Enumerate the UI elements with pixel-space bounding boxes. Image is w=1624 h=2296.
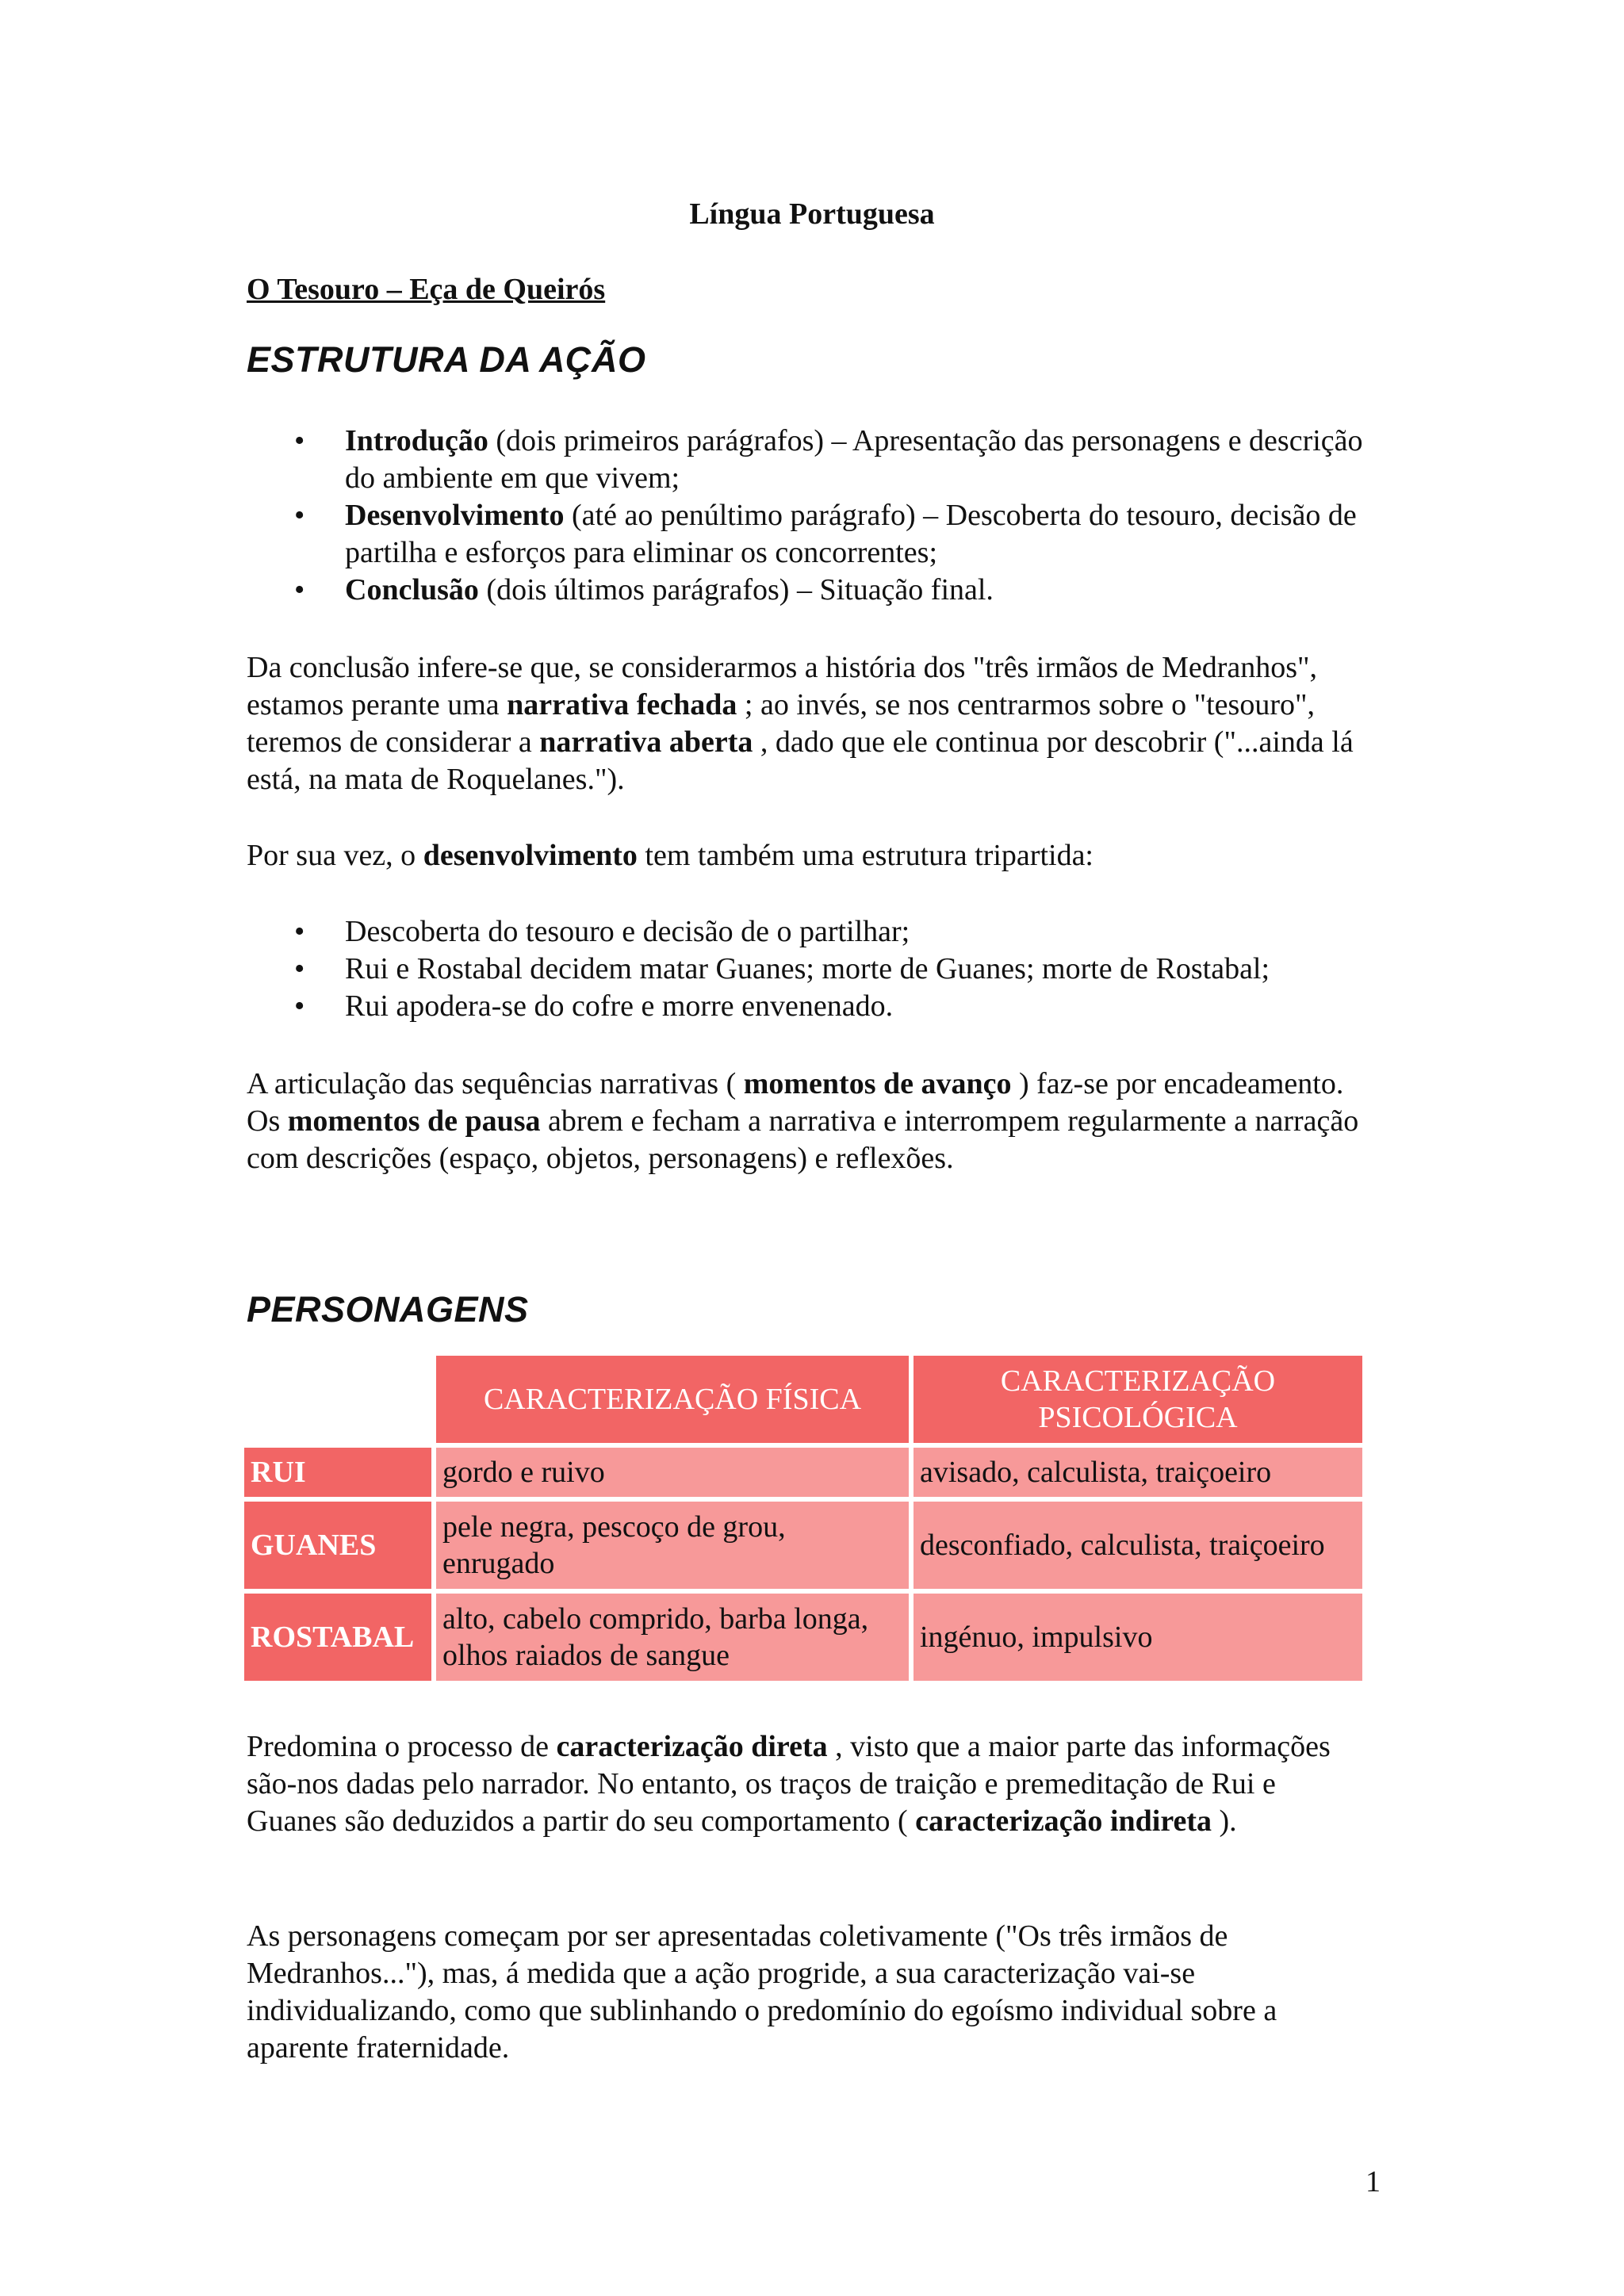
bold-run: caracterização indireta — [915, 1804, 1212, 1838]
row-name-guanes: GUANES — [244, 1502, 431, 1589]
list-item — [247, 951, 1373, 988]
paragraph-conclusao — [247, 649, 1373, 798]
list-item-bold: Conclusão — [345, 573, 479, 607]
bullet-icon: • — [294, 952, 305, 985]
list-item-text: Descoberta do tesouro e decisão de o partilhar; — [345, 915, 910, 948]
bullet-icon: • — [294, 573, 305, 607]
bullet-icon: • — [294, 989, 305, 1023]
text-run: Predomina o processo de — [247, 1730, 557, 1763]
bold-run: desenvolvimento — [423, 839, 638, 872]
table-row — [244, 1448, 1362, 1497]
text-run: ; ao invés, se nos centrarmos sobre o "tesouro", teremos de considerar a — [247, 688, 1315, 759]
bold-run: caracterização direta — [556, 1730, 828, 1763]
cell-psicologica: desconfiado, calculista, traiçoeiro — [914, 1502, 1362, 1589]
text-run: tem também uma estrutura tripartida: — [637, 839, 1094, 872]
cell-fisica: gordo e ruivo — [436, 1448, 909, 1497]
text-run: Por sua vez, o — [247, 839, 423, 872]
text-run: , visto que a maior parte das informações são-nos dadas pelo narrador. No entanto, os traços de traição e premeditação de Rui e Guanes são deduzidos a partir do seu comportamento ( — [247, 1730, 1331, 1838]
development-list — [247, 913, 1373, 1025]
section-title-estrutura: ESTRUTURA DA AÇÃO — [247, 339, 646, 380]
text-run: A articulação das sequências narrativas ( — [247, 1067, 744, 1100]
list-item-text: Rui apodera-se do cofre e morre envenenado. — [345, 989, 894, 1023]
header-psicologica: CARACTERIZAÇÃO PSICOLÓGICA — [914, 1356, 1362, 1443]
cell-fisica: pele negra, pescoço de grou, enrugado — [436, 1502, 909, 1589]
table-row — [244, 1502, 1362, 1589]
page-number: 1 — [1365, 2165, 1381, 2198]
list-item-bold: Desenvolvimento — [345, 499, 565, 532]
text-run: Da conclusão infere-se que, se considerarmos a história dos "três irmãos de Medranhos", estamos perante uma — [247, 651, 1318, 721]
row-name-rui: RUI — [244, 1448, 431, 1497]
table-row — [244, 1594, 1362, 1681]
table-header-row — [244, 1356, 1362, 1443]
list-item — [247, 988, 1373, 1025]
paragraph-articulacao — [247, 1066, 1373, 1177]
work-title: O Tesouro – Eça de Queirós — [247, 273, 606, 306]
section-title-personagens: PERSONAGENS — [247, 1289, 529, 1330]
list-item-text: (até ao penúltimo parágrafo) – Descoberta do tesouro, decisão de partilha e esforços para eliminar os concorrentes; — [345, 499, 1357, 569]
paragraph-personagens-coletivas: As personagens começam por ser apresentadas coletivamente ("Os três irmãos de Medranhos..."), mas, á medida que a ação progride, a sua caracterização vai-se individualizando, como que sublinhando o predomínio do egoísmo individual sobre a aparente fraternidade. — [247, 1919, 1277, 2064]
cell-fisica: alto, cabelo comprido, barba longa, olhos raiados de sangue — [436, 1594, 909, 1681]
list-item-text: (dois primeiros parágrafos) – Apresentação das personagens e descrição do ambiente em que vivem; — [345, 424, 1363, 495]
bullet-icon: • — [294, 499, 305, 532]
list-item — [247, 423, 1373, 497]
bold-run: narrativa aberta — [539, 725, 753, 759]
list-item-bold: Introdução — [345, 424, 488, 457]
bold-run: momentos de avanço — [743, 1067, 1012, 1100]
text-run: ). — [1212, 1804, 1237, 1838]
paragraph-desenvolvimento — [247, 837, 1373, 874]
text-run: ) faz-se por encadeamento. Os — [247, 1067, 1344, 1138]
bold-run: narrativa fechada — [507, 688, 737, 721]
structure-list — [247, 423, 1373, 609]
row-name-rostabal: ROSTABAL — [244, 1594, 431, 1681]
characters-table — [239, 1351, 1367, 1686]
text-run: , dado que ele continua por descobrir ("...ainda lá está, na mata de Roquelanes."). — [247, 725, 1354, 796]
cell-psicologica: avisado, calculista, traiçoeiro — [914, 1448, 1362, 1497]
text-run: abrem e fecham a narrativa e interrompem regularmente a narração com descrições (espaço, objetos, personagens) e reflexões. — [247, 1104, 1359, 1175]
paragraph-caracterizacao — [247, 1728, 1373, 1840]
list-item — [247, 572, 1373, 609]
bullet-icon: • — [294, 424, 305, 457]
cell-psicologica: ingénuo, impulsivo — [914, 1594, 1362, 1681]
bullet-icon: • — [294, 915, 305, 948]
list-item-text: Rui e Rostabal decidem matar Guanes; morte de Guanes; morte de Rostabal; — [345, 952, 1270, 985]
list-item — [247, 497, 1373, 572]
empty-corner-cell — [244, 1356, 431, 1443]
bold-run: momentos de pausa — [287, 1104, 541, 1138]
list-item-text: (dois últimos parágrafos) – Situação final. — [478, 573, 994, 607]
subject-title: Língua Portuguesa — [689, 197, 935, 231]
list-item — [247, 913, 1373, 951]
header-fisica: CARACTERIZAÇÃO FÍSICA — [436, 1356, 909, 1443]
